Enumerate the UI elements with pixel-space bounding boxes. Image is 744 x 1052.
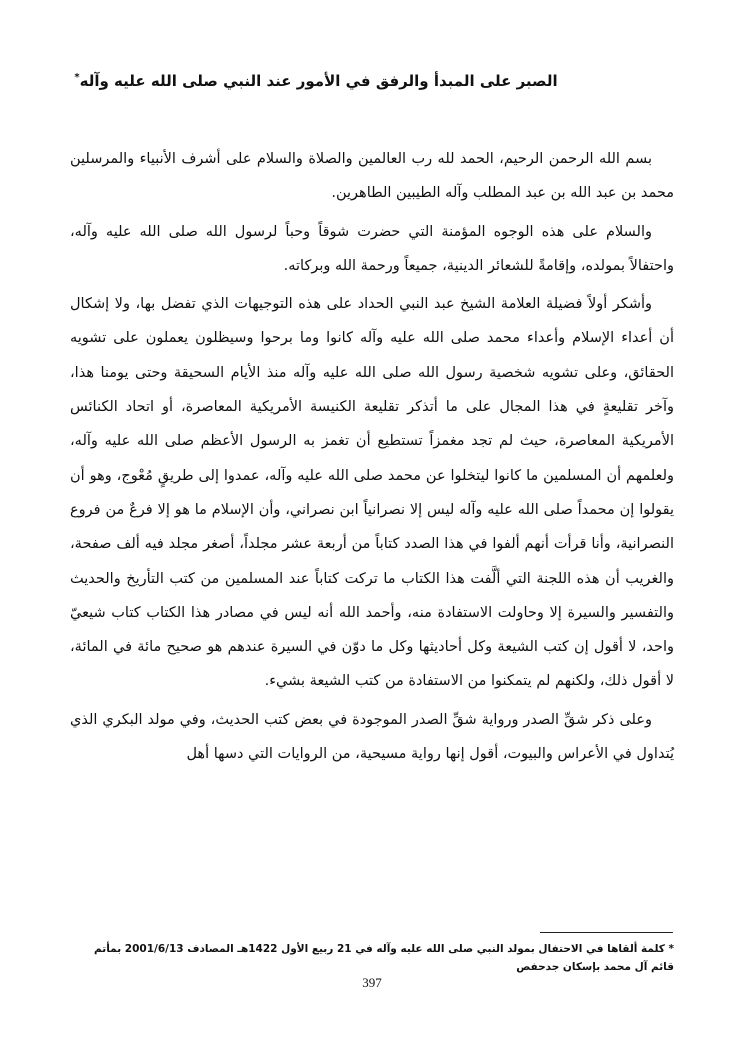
footnote-marker: *: [74, 72, 80, 83]
page-title: [60, 72, 572, 90]
title-text: الصبر على المبدأ والرفق في الأمور عند النبي صلى الله عليه وآله: [79, 72, 558, 90]
footnote-separator: [540, 932, 673, 933]
paragraph-4: وعلى ذكر شقِّ الصدر ورواية شقِّ الصدر الموجودة في بعض كتب الحديث، وفي مولد البكري الذي يُتداول في الأعراس والبيوت، أقول إنها رواية مسيحية، من الروايات التي دسها أهل: [70, 711, 674, 763]
paragraph-2: والسلام على هذه الوجوه المؤمنة التي حضرت شوقاً وحباً لرسول الله صلى الله عليه وآله، واحتفالاً بمولده، وإقامةً للشعائر الدينية، جميعاً ورحمة الله وبركاته.: [70, 223, 674, 274]
footnote: * كلمة ألقاها في الاحتفال بمولد النبي صلى الله عليه وآله في 21 ربيع الأول 1422هـ المصادف 2001/6/13 بمأتم قائم آل محمد بإسكان جدحفص: [94, 943, 674, 973]
paragraph-1: بسم الله الرحمن الرحيم، الحمد لله رب العالمين والصلاة والسلام على أشرف الأنبياء والمرسلين محمد بن عبد الله بن عبد المطلب وآله الطيبين الطاهرين.: [70, 151, 674, 202]
page-number: 397: [362, 975, 382, 990]
body-text: [70, 142, 674, 771]
paragraph-3: وأشكر أولاً فضيلة العلامة الشيخ عبد النبي الحداد على هذه التوجيهات الذي تفضل بها، ولا إشكال أن أعداء الإسلام وأعداء محمد صلى الله عليه وآله كانوا وما برحوا وسيظلون يعملون على تشويه الحقائق، وعلى تشويه شخصية رسول الله صلى الله عليه وآله منذ الأيام السحيقة وحتى يومنا هذا، وآخر تقليعةٍ في هذا المجال على ما أتذكر تقليعة الكنيسة الأمريكية المعاصرة، أو اتحاد الكنائس الأمريكية المعاصرة، حيث لم تجد مغمزاً تستطيع أن تغمز به الرسول الأعظم صلى الله عليه وآله، ولعلمهم أن المسلمين ما كانوا ليتخلوا عن محمد صلى الله عليه وآله، عمدوا إلى طريقٍ مُعْوج، وهو أن يقولوا إن محمداً صلى الله عليه وآله ليس إلا نصرانياً ابن نصراني، وأن الإسلام ما هو إلا فرعٌ من فروع النصرانية، وأنا قرأت أنهم ألفوا في هذا الصدد كتاباً من أربعة عشر مجلداً، أصغر مجلد فيه ألف صفحة، والغريب أن هذه اللجنة التي ألَّفت هذا الكتاب ما تركت كتاباً عند المسلمين من كتب التأريخ والحديث والتفسير والسيرة إلا وحاولت الاستفادة منه، وأحمد الله أنه ليس في مصادر هذا الكتاب كتاب شيعيّ واحد، لا أقول إن كتب الشيعة وكل أحاديثها وكل ما دوّن في السيرة عندهم هو صحيح مائة في المائة، لا أقول ذلك، ولكنهم لم يتمكنوا من الاستفادة من كتب الشيعة بشيء.: [70, 296, 674, 690]
